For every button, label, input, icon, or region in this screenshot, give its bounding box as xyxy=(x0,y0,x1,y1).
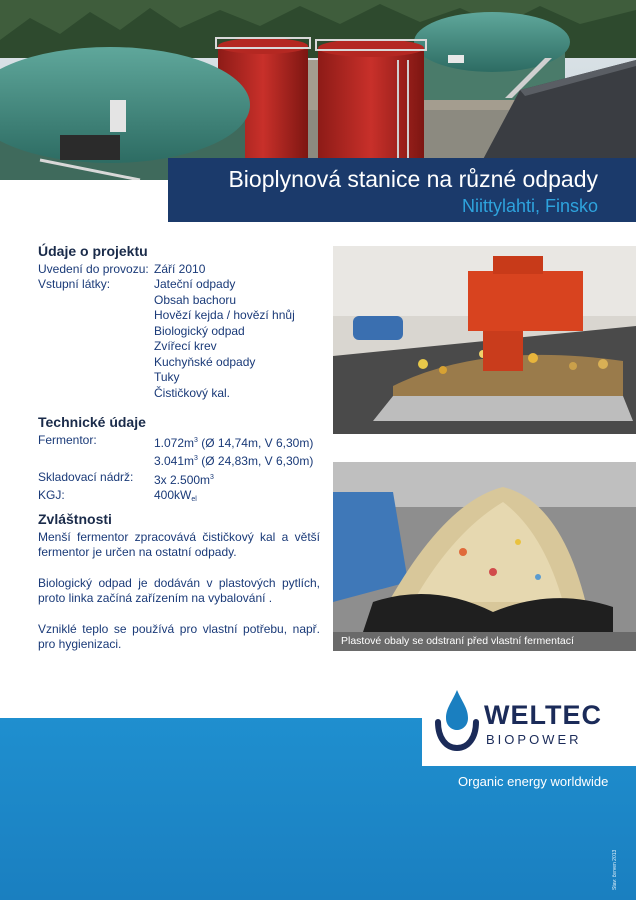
list-item: Tuky xyxy=(154,370,180,384)
plastic-waste-image xyxy=(333,462,636,632)
storage-value: 3x $2.500m^3$ xyxy=(154,472,214,487)
tagline: Organic energy worldwide xyxy=(458,774,609,789)
list-item: Jateční odpady xyxy=(154,277,236,291)
fermentor-label: Fermentor: xyxy=(38,432,97,447)
page-subtitle: Niittylahti, Finsko xyxy=(461,196,598,216)
list-item: Čističkový kal. xyxy=(154,385,231,400)
commissioning-row xyxy=(38,262,320,278)
fermentor-row xyxy=(38,433,320,470)
title-band xyxy=(168,158,636,222)
project-heading: Údaje o projektu xyxy=(38,243,148,259)
list-item: Zvířecí krev xyxy=(154,339,217,353)
page-title: Bioplynová stanice na různé odpady xyxy=(228,166,598,192)
flame-droplet-icon xyxy=(432,686,482,756)
specifics-paragraph: Vzniklé teplo se používá pro vlastní potřebu, např. pro hygienizaci. xyxy=(38,621,320,651)
inputs-row xyxy=(38,277,320,401)
logo-wordmark: WELTEC xyxy=(484,700,602,730)
specifics-section xyxy=(38,512,320,668)
chp-row xyxy=(38,488,320,508)
fermentor-values xyxy=(154,433,320,470)
project-section xyxy=(38,244,320,401)
plastic-waste-photo xyxy=(333,462,636,632)
logo-box xyxy=(422,676,636,766)
photo-caption: Plastové obaly se odstraní před vlastní fermentací xyxy=(333,632,636,651)
list-item: Obsah bachoru xyxy=(154,292,237,307)
technical-heading: Technické údaje xyxy=(38,414,146,430)
storage-row xyxy=(38,470,320,489)
commissioning-value: Září 2010 xyxy=(154,261,206,276)
logo-subtitle: BIOPOWER xyxy=(486,732,582,747)
hero-photo xyxy=(0,0,636,180)
fermentor-1: $1.072m^3$ (Ø 14,74m, V 6,30m) xyxy=(154,435,314,450)
unpacking-machine-image xyxy=(333,246,636,434)
inputs-list xyxy=(154,277,320,401)
list-item: Kuchyňské odpady xyxy=(154,354,256,369)
inputs-label: Vstupní látky: xyxy=(38,277,111,291)
specifics-heading: Zvláštnosti xyxy=(38,511,112,527)
commissioning-label: Uvedení do provozu: xyxy=(38,261,149,276)
technical-section xyxy=(38,415,320,508)
list-item: Biologický odpad xyxy=(154,323,245,338)
biogas-plant-illustration xyxy=(0,0,636,180)
chp-value: $400kW_{el}$ xyxy=(154,488,197,503)
fermentor-2: $3.041m^3$ (Ø 24,83m, V 6,30m) xyxy=(154,454,314,468)
vertical-note: Stav: červen 2013 xyxy=(612,849,618,890)
specifics-paragraph: Menší fermentor zpracovává čističkový kal a větší fermentor je určen na ostatní odpady. xyxy=(38,529,320,559)
list-item: Hovězí kejda / hovězí hnůj xyxy=(154,308,295,322)
storage-label: Skladovací nádrž: xyxy=(38,469,134,484)
chp-label: KGJ: xyxy=(38,488,65,502)
unpacking-machine-photo xyxy=(333,246,636,434)
specifics-paragraph: Biologický odpad je dodáván v plastových pytlích, proto linka začíná zařízením na vybalování . xyxy=(38,575,320,605)
